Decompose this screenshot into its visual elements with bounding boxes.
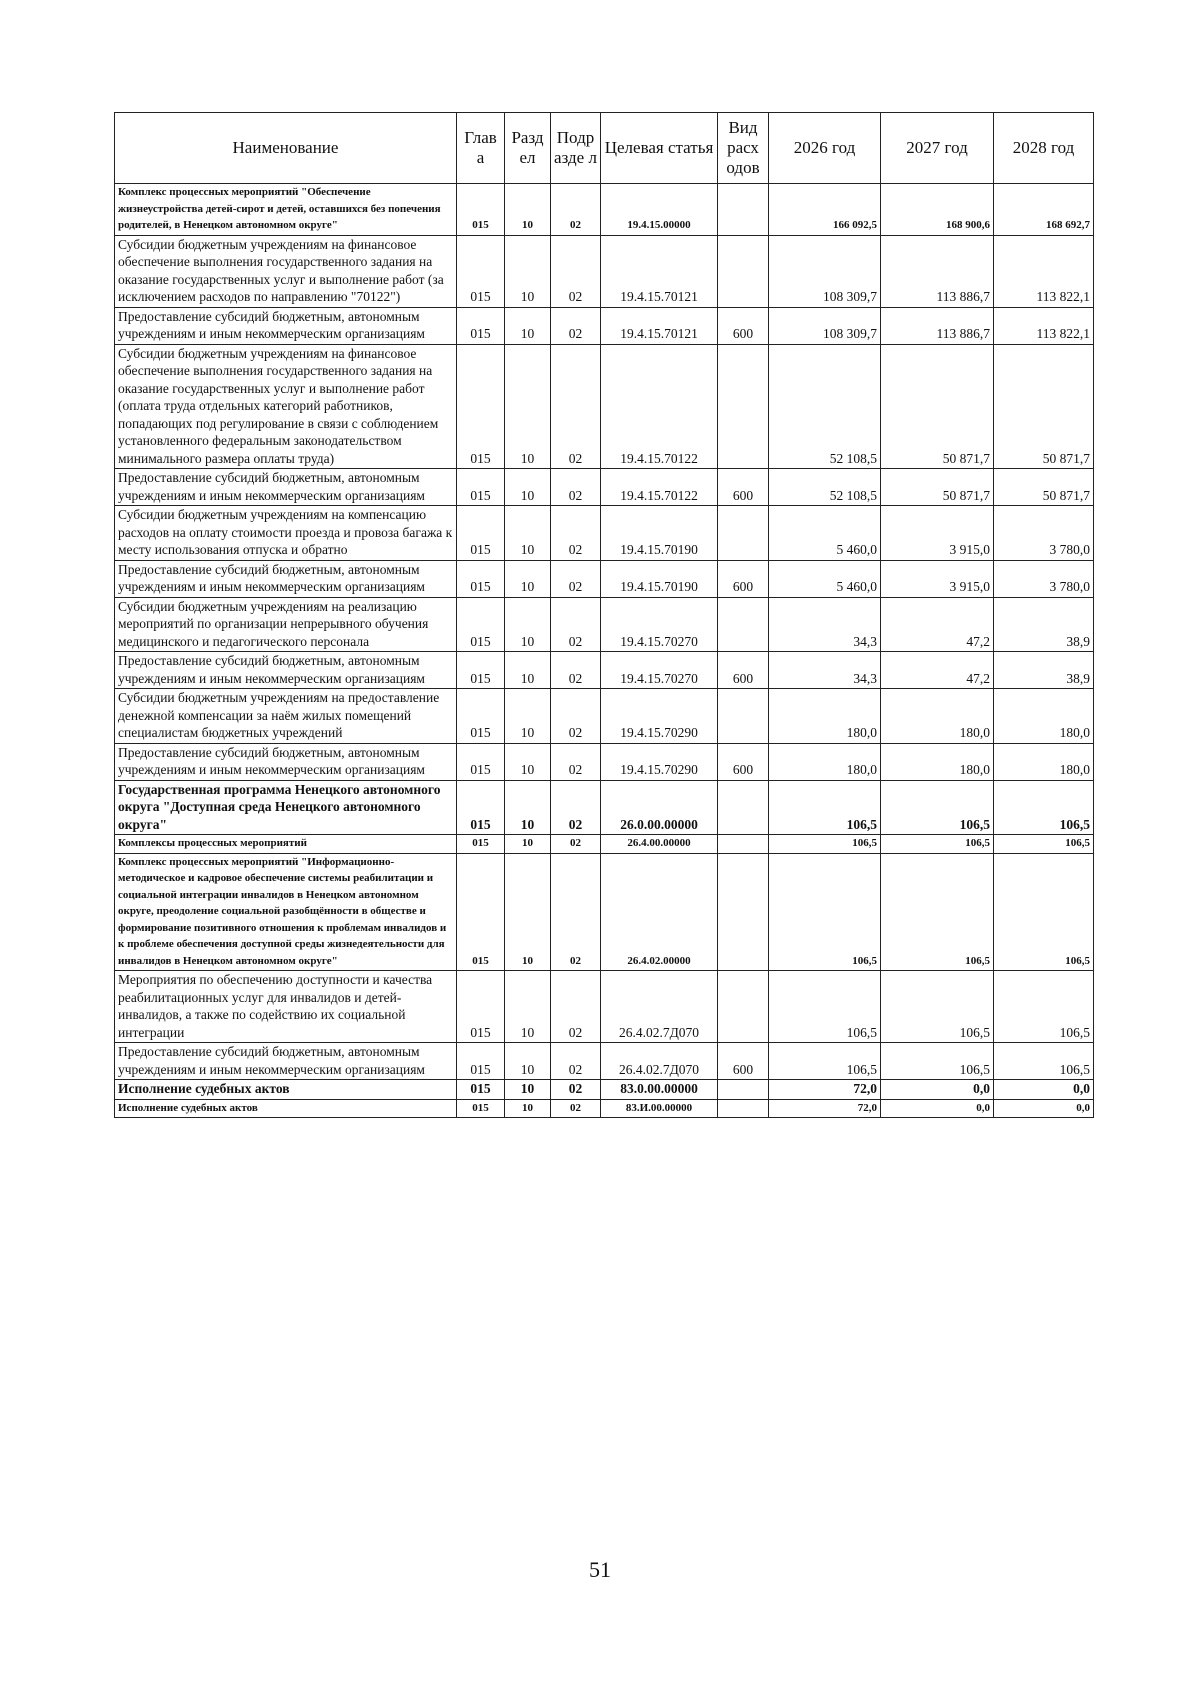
cell-podrazdel: 02 — [551, 469, 601, 506]
cell-2028: 106,5 — [994, 971, 1094, 1043]
cell-glava: 015 — [457, 652, 505, 689]
cell-2026: 166 092,5 — [769, 184, 881, 236]
cell-2026: 72,0 — [769, 1080, 881, 1100]
cell-2027: 106,5 — [881, 780, 994, 835]
cell-name: Исполнение судебных актов — [115, 1080, 457, 1100]
cell-2028: 50 871,7 — [994, 344, 1094, 469]
cell-glava: 015 — [457, 560, 505, 597]
cell-2028: 38,9 — [994, 652, 1094, 689]
cell-razdel: 10 — [505, 689, 551, 744]
header-target: Целевая статья — [601, 113, 718, 184]
cell-target: 19.4.15.70122 — [601, 469, 718, 506]
cell-target: 83.0.00.00000 — [601, 1080, 718, 1100]
cell-razdel: 10 — [505, 344, 551, 469]
cell-name: Субсидии бюджетным учреждениям на компенсацию расходов на оплату стоимости проезда и провоза багажа к месту использования отпуска и обратно — [115, 506, 457, 561]
cell-2027: 50 871,7 — [881, 469, 994, 506]
cell-2027: 50 871,7 — [881, 344, 994, 469]
cell-name: Государственная программа Ненецкого автономного округа "Доступная среда Ненецкого автономного округа" — [115, 780, 457, 835]
cell-glava: 015 — [457, 344, 505, 469]
cell-2028: 106,5 — [994, 1043, 1094, 1080]
table-row — [115, 184, 1094, 236]
cell-expense-type — [718, 971, 769, 1043]
cell-glava: 015 — [457, 853, 505, 971]
cell-2028: 113 822,1 — [994, 307, 1094, 344]
cell-target: 19.4.15.70190 — [601, 560, 718, 597]
cell-name: Предоставление субсидий бюджетным, автономным учреждениям и иным некоммерческим организациям — [115, 743, 457, 780]
cell-2026: 180,0 — [769, 689, 881, 744]
cell-podrazdel: 02 — [551, 307, 601, 344]
cell-razdel: 10 — [505, 780, 551, 835]
cell-name: Мероприятия по обеспечению доступности и качества реабилитационных услуг для инвалидов и детей-инвалидов, а также по содействию их социальной интеграции — [115, 971, 457, 1043]
table-row — [115, 506, 1094, 561]
cell-podrazdel: 02 — [551, 597, 601, 652]
cell-target: 26.4.02.7Д070 — [601, 971, 718, 1043]
cell-podrazdel: 02 — [551, 184, 601, 236]
cell-expense-type — [718, 853, 769, 971]
cell-razdel: 10 — [505, 560, 551, 597]
cell-name: Предоставление субсидий бюджетным, автономным учреждениям и иным некоммерческим организациям — [115, 1043, 457, 1080]
cell-2026: 5 460,0 — [769, 506, 881, 561]
table-row — [115, 780, 1094, 835]
cell-name: Субсидии бюджетным учреждениям на предоставление денежной компенсации за наём жилых помещений специалистам бюджетных учреждений — [115, 689, 457, 744]
cell-2028: 50 871,7 — [994, 469, 1094, 506]
cell-2026: 34,3 — [769, 652, 881, 689]
table-row — [115, 469, 1094, 506]
cell-razdel: 10 — [505, 506, 551, 561]
cell-2028: 0,0 — [994, 1080, 1094, 1100]
cell-2026: 72,0 — [769, 1099, 881, 1118]
cell-expense-type — [718, 597, 769, 652]
table-body — [115, 184, 1094, 1118]
cell-expense-type: 600 — [718, 652, 769, 689]
cell-expense-type — [718, 780, 769, 835]
cell-podrazdel: 02 — [551, 780, 601, 835]
cell-target: 19.4.15.70122 — [601, 344, 718, 469]
cell-2026: 5 460,0 — [769, 560, 881, 597]
table-row — [115, 1080, 1094, 1100]
cell-glava: 015 — [457, 184, 505, 236]
cell-razdel: 10 — [505, 235, 551, 307]
cell-2027: 180,0 — [881, 689, 994, 744]
cell-target: 19.4.15.70270 — [601, 597, 718, 652]
cell-2027: 113 886,7 — [881, 235, 994, 307]
cell-2027: 47,2 — [881, 597, 994, 652]
table-row — [115, 971, 1094, 1043]
cell-podrazdel: 02 — [551, 853, 601, 971]
cell-2026: 106,5 — [769, 853, 881, 971]
cell-podrazdel: 02 — [551, 1099, 601, 1118]
cell-target: 26.4.02.00000 — [601, 853, 718, 971]
cell-2027: 3 915,0 — [881, 506, 994, 561]
cell-name: Комплекс процессных мероприятий "Информационно-методическое и кадровое обеспечение системы реабилитации и социальной интеграции инвалидов в Ненецком автономном округе, преодоление социальной разобщённости в обществе и формирование позитивного отношения к проблемам инвалидов и к проблеме обеспечения доступной среды жизнедеятельности для инвалидов в Ненецком автономном округе" — [115, 853, 457, 971]
cell-razdel: 10 — [505, 652, 551, 689]
cell-podrazdel: 02 — [551, 652, 601, 689]
cell-name: Комплекс процессных мероприятий "Обеспечение жизнеустройства детей-сирот и детей, оставшихся без попечения родителей, в Ненецком автономном округе" — [115, 184, 457, 236]
cell-podrazdel: 02 — [551, 689, 601, 744]
cell-glava: 015 — [457, 597, 505, 652]
cell-name: Субсидии бюджетным учреждениям на финансовое обеспечение выполнения государственного задания на оказание государственных услуг и выполнение работ (за исключением расходов по направлению "70122") — [115, 235, 457, 307]
cell-glava: 015 — [457, 743, 505, 780]
cell-podrazdel: 02 — [551, 506, 601, 561]
cell-podrazdel: 02 — [551, 743, 601, 780]
cell-2027: 180,0 — [881, 743, 994, 780]
cell-2026: 106,5 — [769, 971, 881, 1043]
header-2026: 2026 год — [769, 113, 881, 184]
table-row — [115, 853, 1094, 971]
cell-expense-type: 600 — [718, 1043, 769, 1080]
cell-2028: 38,9 — [994, 597, 1094, 652]
cell-name: Предоставление субсидий бюджетным, автономным учреждениям и иным некоммерческим организациям — [115, 652, 457, 689]
cell-expense-type: 600 — [718, 560, 769, 597]
cell-2028: 113 822,1 — [994, 235, 1094, 307]
table-row — [115, 344, 1094, 469]
cell-podrazdel: 02 — [551, 560, 601, 597]
cell-podrazdel: 02 — [551, 971, 601, 1043]
cell-expense-type: 600 — [718, 743, 769, 780]
cell-razdel: 10 — [505, 853, 551, 971]
cell-razdel: 10 — [505, 743, 551, 780]
cell-2027: 106,5 — [881, 1043, 994, 1080]
cell-target: 19.4.15.00000 — [601, 184, 718, 236]
cell-podrazdel: 02 — [551, 344, 601, 469]
cell-name: Предоставление субсидий бюджетным, автономным учреждениям и иным некоммерческим организациям — [115, 469, 457, 506]
table-row — [115, 743, 1094, 780]
cell-name: Субсидии бюджетным учреждениям на реализацию мероприятий по организации непрерывного обучения медицинского и педагогического персонала — [115, 597, 457, 652]
cell-2028: 168 692,7 — [994, 184, 1094, 236]
cell-razdel: 10 — [505, 184, 551, 236]
cell-target: 19.4.15.70290 — [601, 689, 718, 744]
cell-razdel: 10 — [505, 307, 551, 344]
cell-2028: 180,0 — [994, 689, 1094, 744]
cell-2026: 52 108,5 — [769, 469, 881, 506]
cell-2027: 106,5 — [881, 835, 994, 854]
table-header — [115, 113, 1094, 184]
header-expense-type: Вид расх одов — [718, 113, 769, 184]
cell-2026: 108 309,7 — [769, 235, 881, 307]
cell-razdel: 10 — [505, 1099, 551, 1118]
cell-expense-type — [718, 835, 769, 854]
header-podrazdel: Подр азде л — [551, 113, 601, 184]
cell-razdel: 10 — [505, 469, 551, 506]
cell-2026: 108 309,7 — [769, 307, 881, 344]
cell-glava: 015 — [457, 235, 505, 307]
cell-2027: 3 915,0 — [881, 560, 994, 597]
header-name: Наименование — [115, 113, 457, 184]
cell-2028: 106,5 — [994, 835, 1094, 854]
cell-expense-type — [718, 506, 769, 561]
cell-glava: 015 — [457, 1080, 505, 1100]
cell-razdel: 10 — [505, 971, 551, 1043]
cell-2027: 106,5 — [881, 853, 994, 971]
cell-2028: 3 780,0 — [994, 560, 1094, 597]
cell-target: 19.4.15.70121 — [601, 235, 718, 307]
cell-expense-type: 600 — [718, 307, 769, 344]
cell-target: 26.4.00.00000 — [601, 835, 718, 854]
cell-name: Субсидии бюджетным учреждениям на финансовое обеспечение выполнения государственного задания на оказание государственных услуг и выполнение работ (оплата труда отдельных категорий работников, попадающих под регулирование в связи с соблюдением установленного федеральным законодательством минимального размера оплаты труда) — [115, 344, 457, 469]
cell-podrazdel: 02 — [551, 235, 601, 307]
cell-2027: 0,0 — [881, 1080, 994, 1100]
cell-2026: 106,5 — [769, 780, 881, 835]
cell-2028: 106,5 — [994, 780, 1094, 835]
table-row — [115, 1099, 1094, 1118]
cell-glava: 015 — [457, 469, 505, 506]
table-row — [115, 1043, 1094, 1080]
table-row — [115, 560, 1094, 597]
cell-2028: 3 780,0 — [994, 506, 1094, 561]
cell-expense-type — [718, 1080, 769, 1100]
cell-2027: 0,0 — [881, 1099, 994, 1118]
cell-name: Предоставление субсидий бюджетным, автономным учреждениям и иным некоммерческим организациям — [115, 560, 457, 597]
header-glava: Глав а — [457, 113, 505, 184]
cell-2027: 47,2 — [881, 652, 994, 689]
cell-expense-type — [718, 1099, 769, 1118]
cell-2026: 180,0 — [769, 743, 881, 780]
table-row — [115, 689, 1094, 744]
cell-glava: 015 — [457, 780, 505, 835]
cell-glava: 015 — [457, 1099, 505, 1118]
table-row — [115, 307, 1094, 344]
cell-podrazdel: 02 — [551, 1043, 601, 1080]
cell-2026: 106,5 — [769, 1043, 881, 1080]
table-row — [115, 652, 1094, 689]
cell-target: 26.0.00.00000 — [601, 780, 718, 835]
cell-target: 19.4.15.70270 — [601, 652, 718, 689]
cell-name: Комплексы процессных мероприятий — [115, 835, 457, 854]
cell-name: Предоставление субсидий бюджетным, автономным учреждениям и иным некоммерческим организациям — [115, 307, 457, 344]
cell-glava: 015 — [457, 307, 505, 344]
cell-glava: 015 — [457, 1043, 505, 1080]
table-row — [115, 597, 1094, 652]
cell-2026: 106,5 — [769, 835, 881, 854]
cell-name: Исполнение судебных актов — [115, 1099, 457, 1118]
header-razdel: Разд ел — [505, 113, 551, 184]
cell-2027: 168 900,6 — [881, 184, 994, 236]
cell-target: 19.4.15.70290 — [601, 743, 718, 780]
cell-target: 26.4.02.7Д070 — [601, 1043, 718, 1080]
cell-razdel: 10 — [505, 597, 551, 652]
table-row — [115, 235, 1094, 307]
header-2028: 2028 год — [994, 113, 1094, 184]
cell-2028: 0,0 — [994, 1099, 1094, 1118]
cell-glava: 015 — [457, 835, 505, 854]
cell-expense-type — [718, 689, 769, 744]
cell-expense-type: 600 — [718, 469, 769, 506]
cell-podrazdel: 02 — [551, 835, 601, 854]
cell-2027: 113 886,7 — [881, 307, 994, 344]
budget-table — [114, 112, 1094, 1118]
cell-expense-type — [718, 344, 769, 469]
cell-expense-type — [718, 184, 769, 236]
cell-target: 83.И.00.00000 — [601, 1099, 718, 1118]
header-2027: 2027 год — [881, 113, 994, 184]
cell-2026: 52 108,5 — [769, 344, 881, 469]
cell-glava: 015 — [457, 971, 505, 1043]
cell-glava: 015 — [457, 506, 505, 561]
cell-glava: 015 — [457, 689, 505, 744]
cell-razdel: 10 — [505, 835, 551, 854]
cell-razdel: 10 — [505, 1080, 551, 1100]
cell-2028: 180,0 — [994, 743, 1094, 780]
table-row — [115, 835, 1094, 854]
cell-podrazdel: 02 — [551, 1080, 601, 1100]
cell-2028: 106,5 — [994, 853, 1094, 971]
page-number: 51 — [589, 1557, 611, 1582]
cell-target: 19.4.15.70190 — [601, 506, 718, 561]
cell-expense-type — [718, 235, 769, 307]
cell-2026: 34,3 — [769, 597, 881, 652]
cell-target: 19.4.15.70121 — [601, 307, 718, 344]
cell-razdel: 10 — [505, 1043, 551, 1080]
cell-2027: 106,5 — [881, 971, 994, 1043]
